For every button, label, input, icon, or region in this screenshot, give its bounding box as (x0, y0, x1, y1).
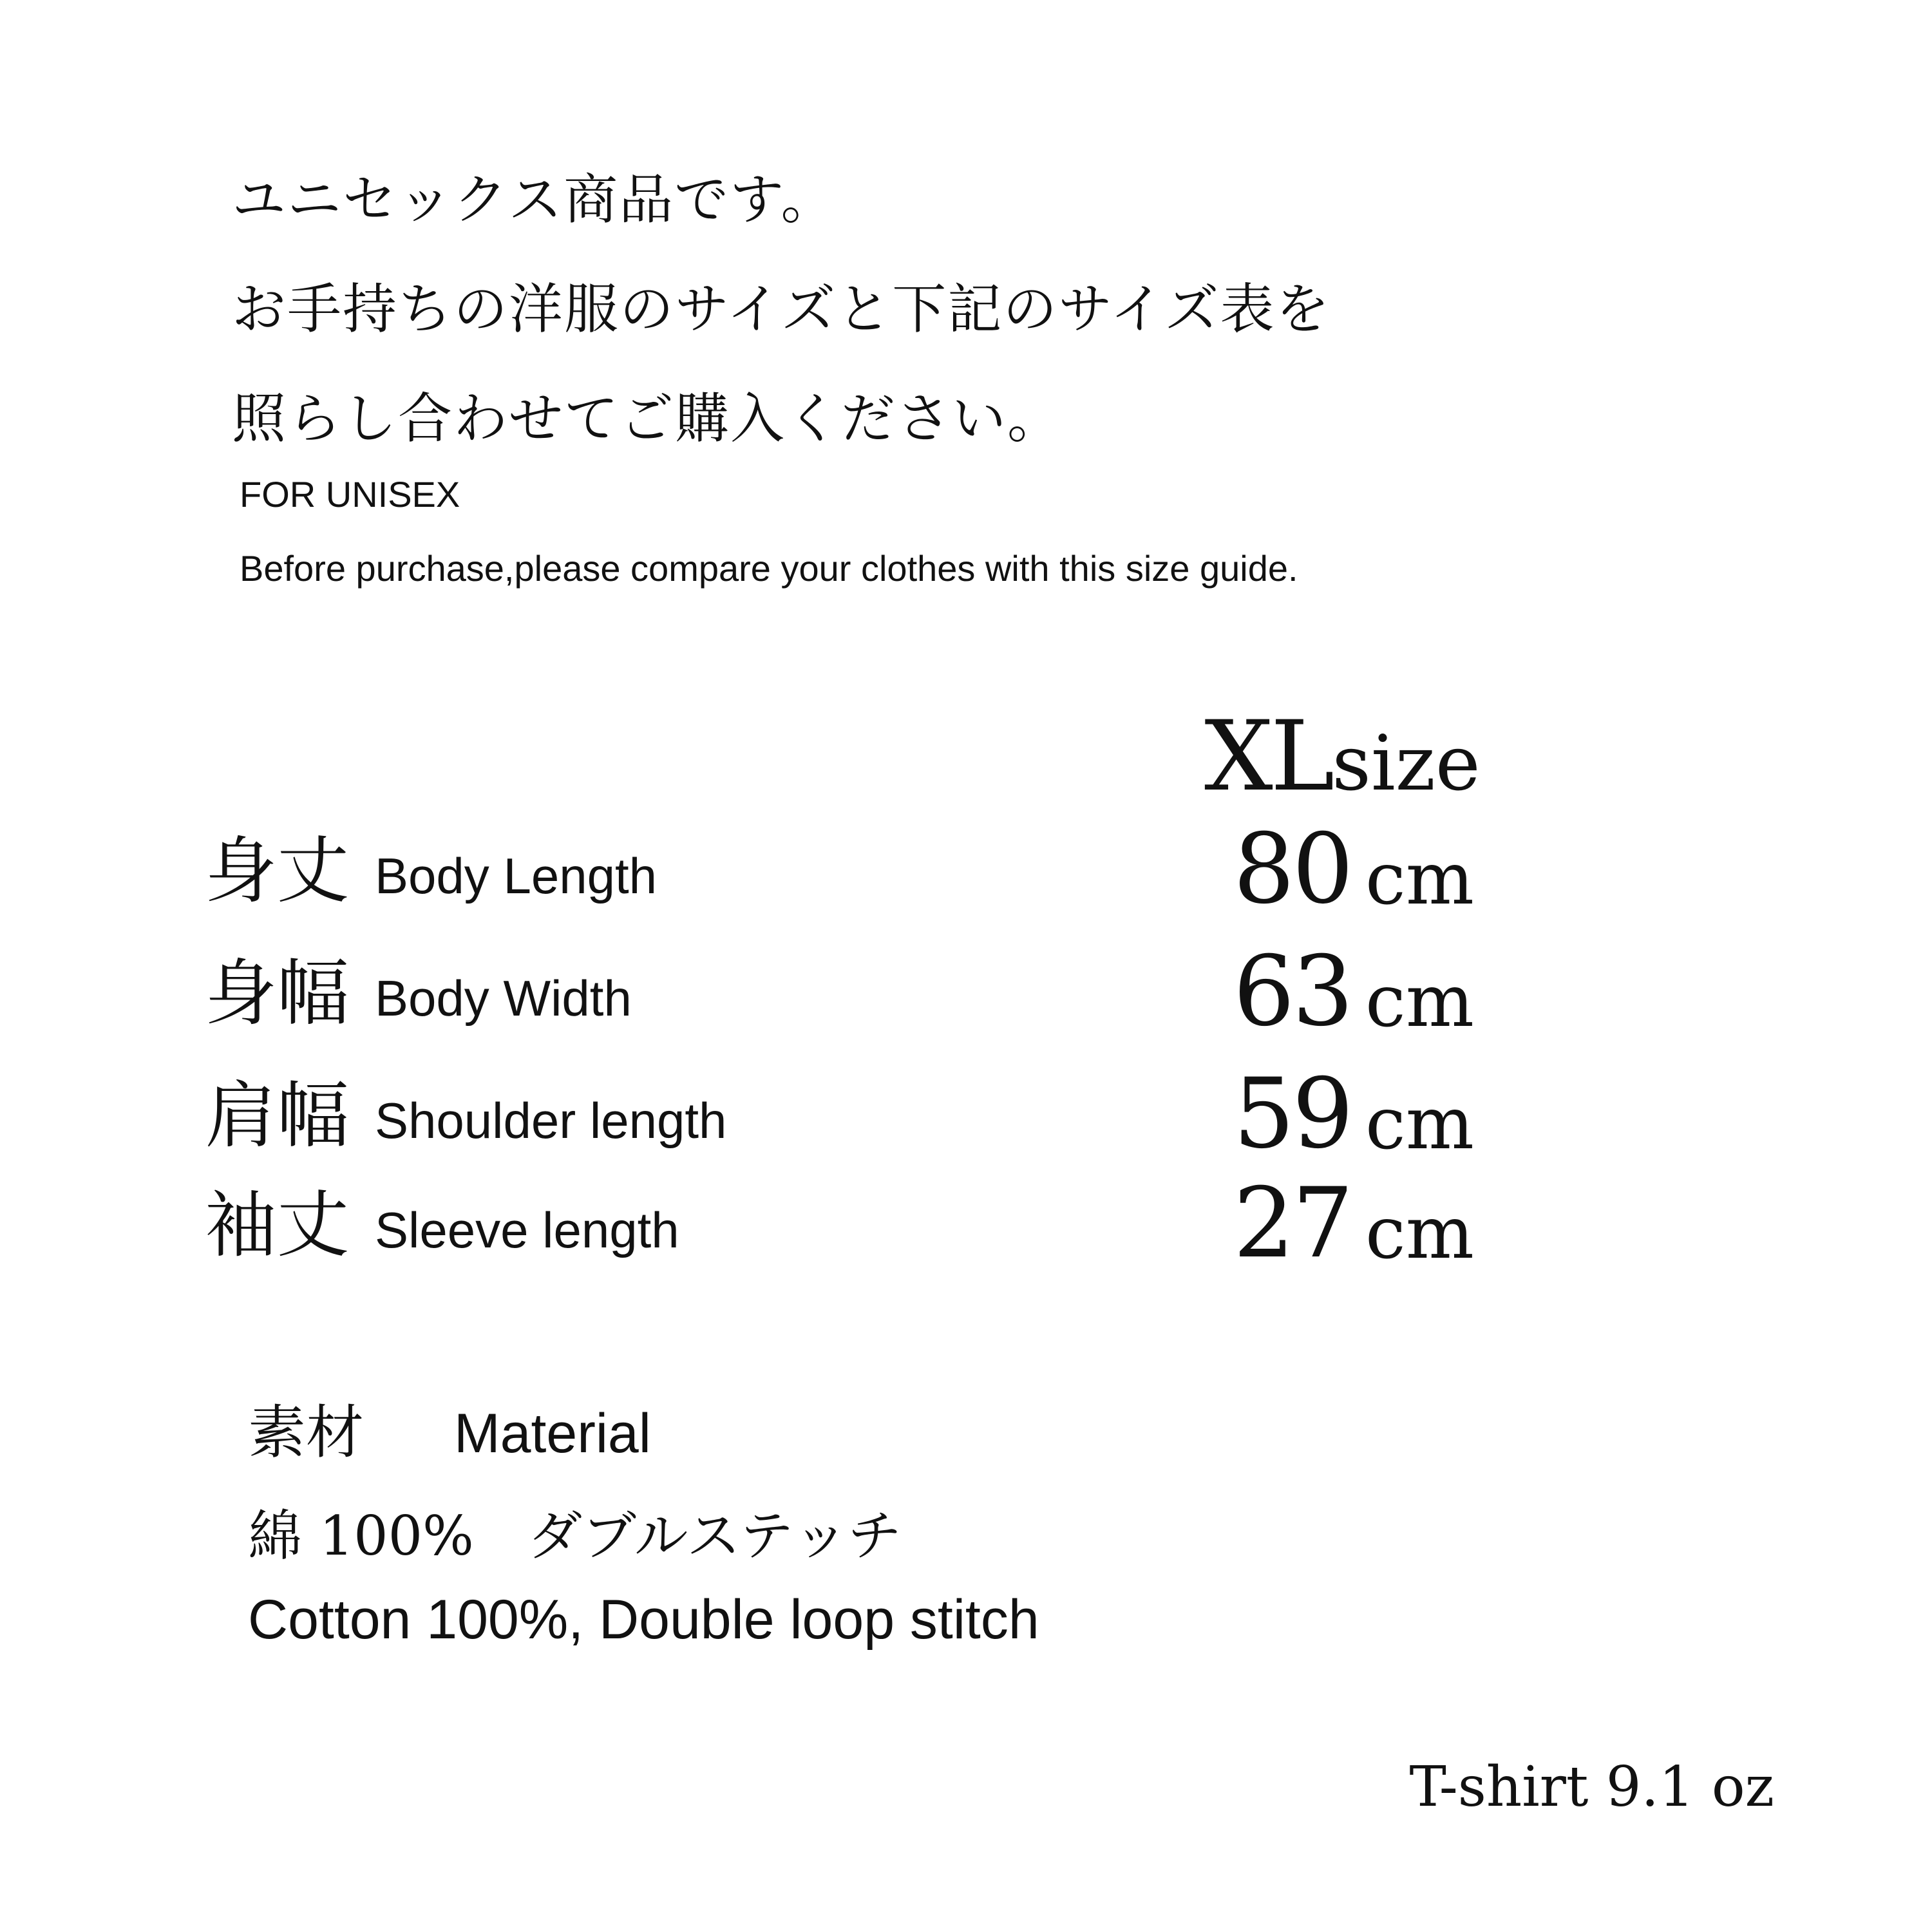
row-label-jp: 袖丈 (205, 1184, 349, 1267)
row-label-en: Shoulder length (375, 1092, 727, 1149)
material-heading-en: Material (454, 1403, 651, 1464)
material-detail-en: Cotton 100%, Double loop stitch (248, 1589, 1039, 1651)
material-heading-jp: 素材 (248, 1399, 364, 1466)
row-label-en: Sleeve length (375, 1202, 679, 1258)
row-value: 63 (1233, 936, 1351, 1048)
size-header (1204, 702, 1481, 818)
row-value: 59 (1233, 1058, 1351, 1170)
size-row-shoulder-length (0, 1059, 1932, 1182)
row-label-jp: 身丈 (205, 829, 349, 913)
intro-jp-line-3: 照らし合わせてご購入ください。 (232, 387, 1063, 450)
row-unit: cm (1365, 837, 1474, 921)
size-guide-note: Before purchase,please compare your clothes with this size guide. (240, 548, 1298, 589)
row-value: 80 (1233, 813, 1351, 925)
size-header-suffix: size (1332, 719, 1481, 808)
intro-jp-line-1: ユニセックス商品です。 (232, 168, 837, 231)
row-unit: cm (1365, 960, 1474, 1043)
row-label-en: Body Width (375, 970, 632, 1027)
material-heading (248, 1388, 1039, 1478)
unisex-label: FOR UNISEX (240, 474, 460, 515)
material-section (248, 1388, 1039, 1658)
material-detail-jp: 綿 100% ダブルステッチ (248, 1504, 902, 1567)
size-row-body-length (0, 815, 1932, 937)
row-label-jp: 身幅 (205, 952, 349, 1036)
row-unit: cm (1365, 1191, 1474, 1275)
product-weight-label: T-shirt 9.1 oz (1409, 1755, 1774, 1819)
row-label-en: Body Length (375, 848, 658, 904)
row-value: 27 (1233, 1168, 1351, 1280)
row-label-jp: 肩幅 (205, 1074, 349, 1158)
intro-jp-line-2: お手持ちの洋服のサイズと下記のサイズ表を (232, 278, 1331, 341)
row-unit: cm (1365, 1082, 1474, 1166)
size-row-sleeve-length (0, 1169, 1932, 1291)
size-row-body-width (0, 937, 1932, 1059)
size-header-main: XL (1204, 701, 1332, 813)
